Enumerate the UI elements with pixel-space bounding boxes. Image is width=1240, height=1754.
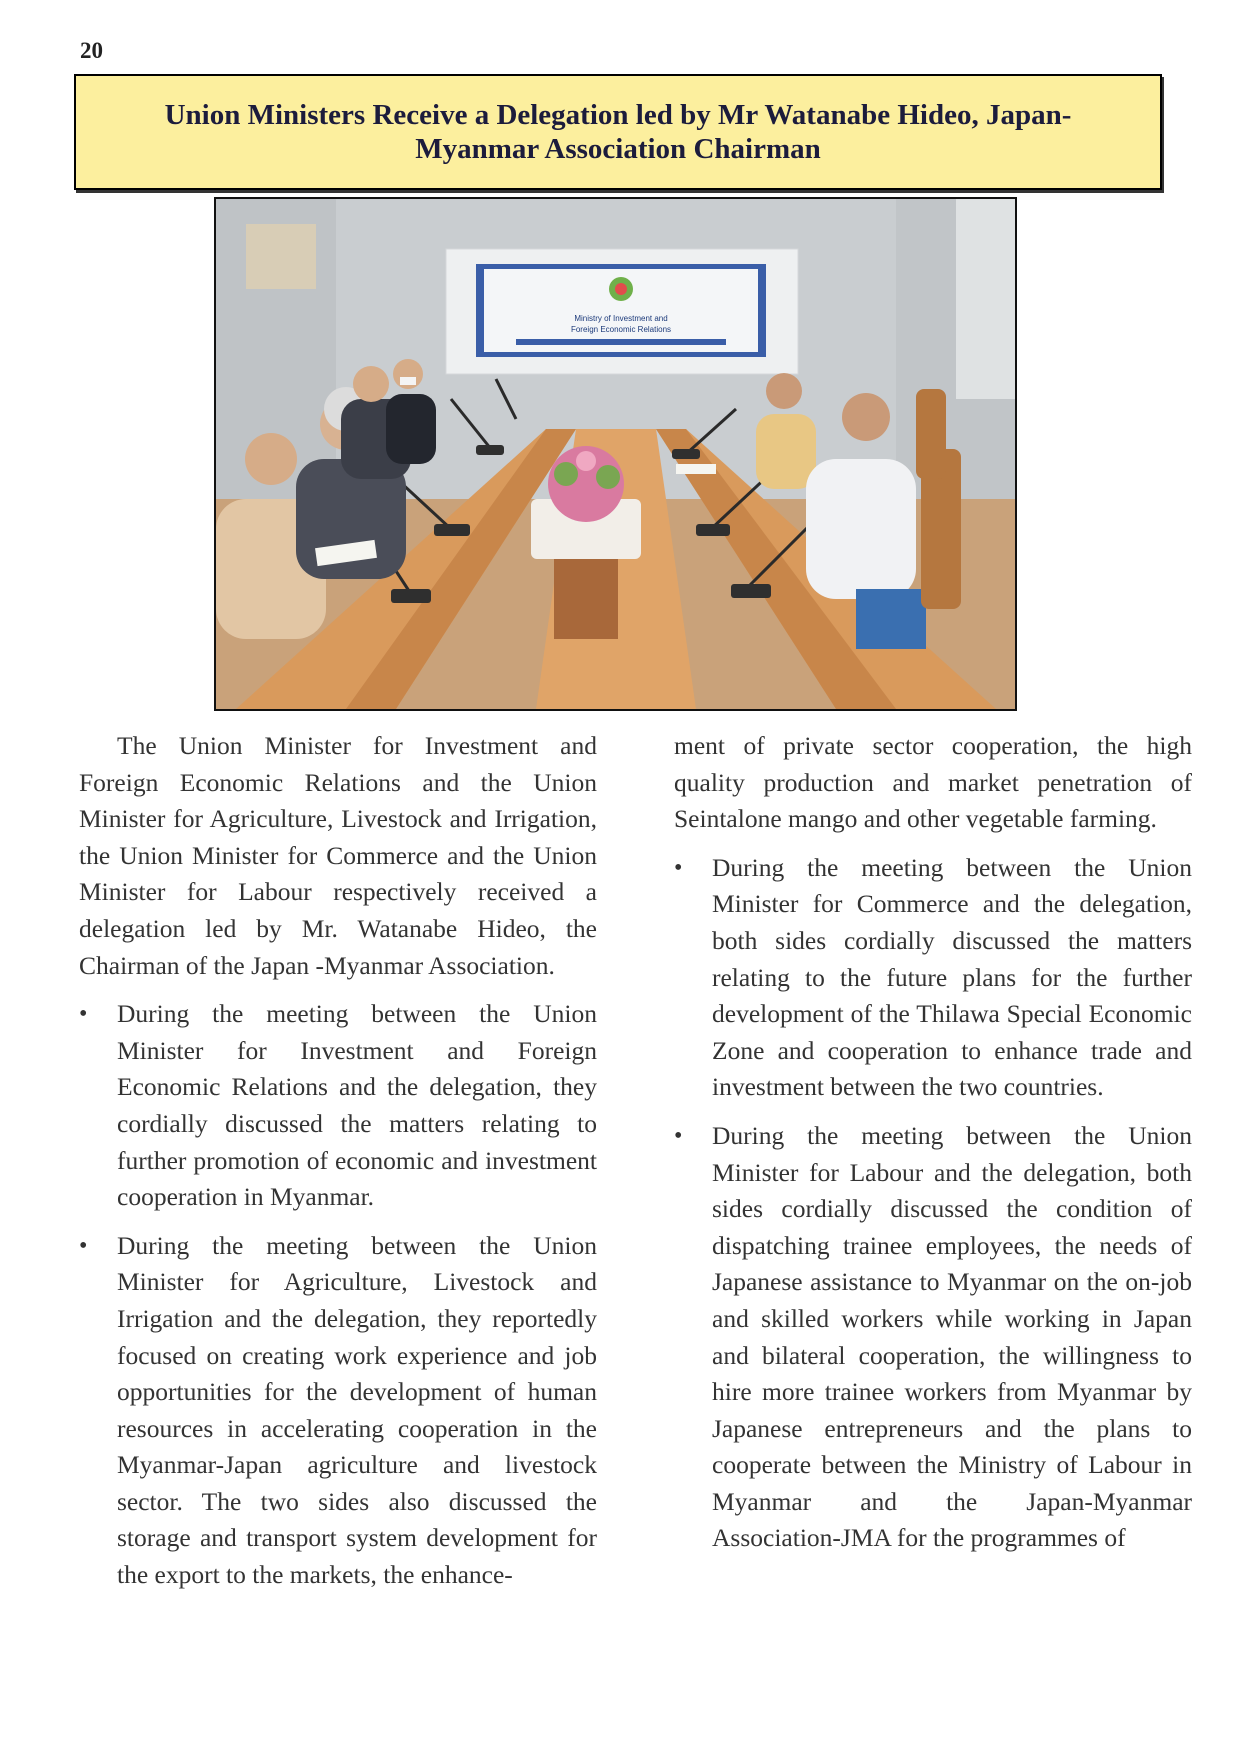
meeting-photo [214, 197, 1017, 711]
title-box [74, 74, 1162, 190]
article-intro: The Union Minister for Investment and Foreign Economic Relations and the Union Minister for Agriculture, Livestock and Irrigation, the Union Minister for Commerce and the Union Minister for Labour respectively received a delegation led by Mr. Watanabe Hideo, the Chairman of the Japan -Myanmar Association. [79, 731, 597, 980]
banner-line-2: Foreign Economic Relations [570, 325, 672, 334]
article-column-left [79, 728, 597, 1594]
bullet-agriculture-meeting: • During the meeting between the Union Minister for Agriculture, Livestock and Irrigation and the delegation, they reportedly focused on creating work experience and job opportunities for the development of human resources in accelerating cooperation in the Myanmar-Japan agriculture and livestock sector. The two sides also discussed the storage and transport system development for the export to the markets, the enhance- [79, 1228, 597, 1594]
page-title: Union Ministers Receive a Delegation led by Mr Watanabe Hideo, Japan-Myanmar Association Chairman [164, 99, 1072, 165]
bullet-list-right [674, 850, 1192, 1557]
bullet-investment-meeting: • During the meeting between the Union Minister for Investment and Foreign Economic Relations and the delegation, they cordially discussed the matters relating to further promotion of economic and investment cooperation in Myanmar. [79, 996, 597, 1216]
bullet-list-left [79, 996, 597, 1594]
bullet-labour-meeting: • During the meeting between the Union Minister for Labour and the delegation, both sides cordially discussed the condition of dispatching trainee employees, the needs of Japanese assistance to Myanmar on the on-job and skilled workers while working in Japan and bilateral cooperation, the willingness to hire more trainee workers from Myanmar by Japanese entrepreneurs and the plans to cooperate between the Ministry of Labour in Myanmar and the Japan-Myanmar Association-JMA for the programmes of [674, 1118, 1192, 1557]
article-column-right [674, 728, 1192, 1557]
banner-line-1: Ministry of Investment and [574, 314, 668, 323]
bullet-commerce-meeting: • During the meeting between the Union Minister for Commerce and the delegation, both sides cordially discussed the matters relating to the future plans for the further development of the Thilawa Special Economic Zone and cooperation to enhance trade and investment between the two countries. [674, 850, 1192, 1106]
page-number: 20 [80, 38, 103, 63]
bullet-agriculture-continued: ment of private sector cooperation, the high quality production and market penetration of Seintalone mango and other vegetable farming. [674, 731, 1192, 834]
